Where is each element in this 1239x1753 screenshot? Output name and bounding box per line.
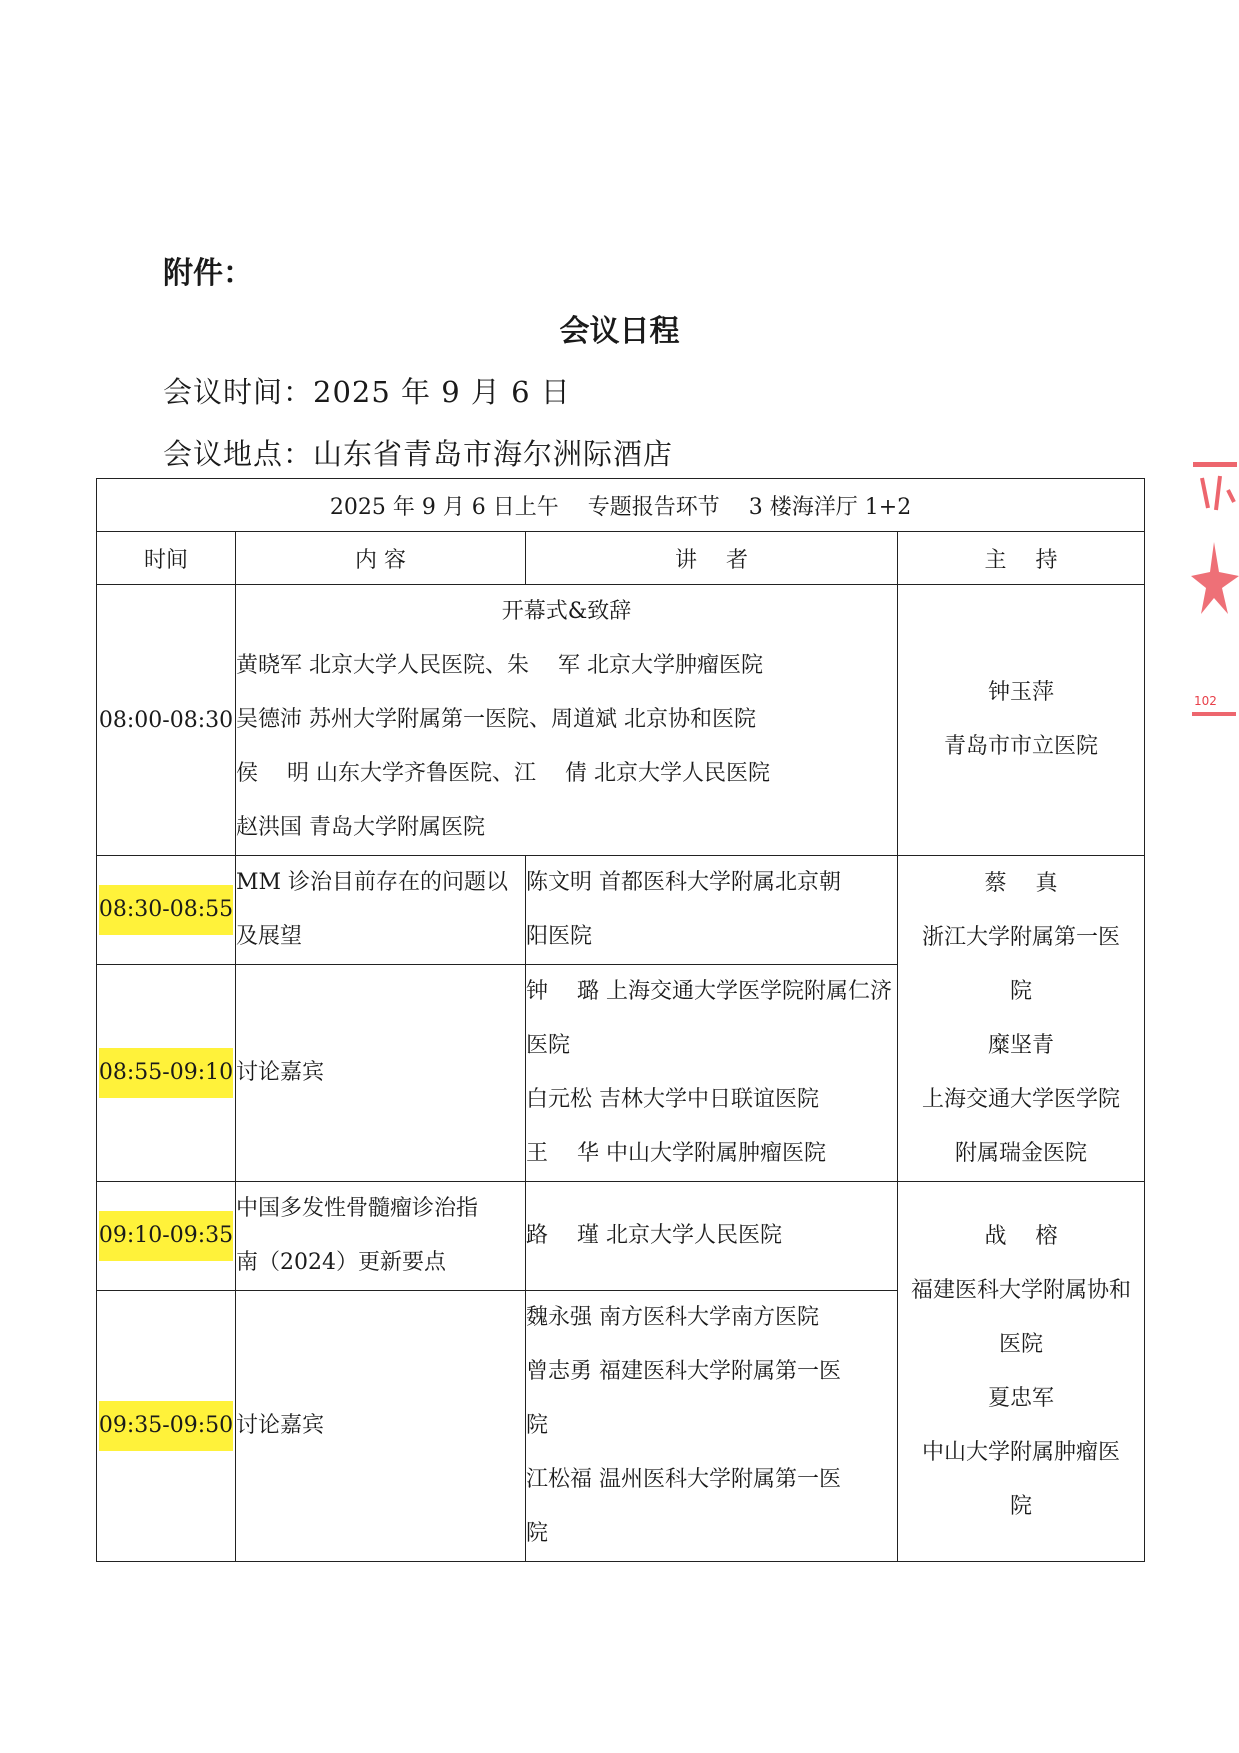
host-name: 钟玉萍	[988, 680, 1055, 705]
table-row	[97, 856, 1145, 965]
time-cell	[97, 856, 236, 965]
host-cell	[898, 585, 1145, 856]
speaker-cell	[526, 1291, 898, 1562]
time-cell	[97, 965, 236, 1182]
speaker-line: 侯 明 山东大学齐鲁医院、江 倩 北京大学人民医院	[236, 761, 770, 786]
host-name: 夏忠军	[988, 1385, 1055, 1411]
host-name: 蔡 真	[984, 870, 1058, 896]
col-header-host: 主 持	[898, 532, 1145, 585]
content-line: 南（2024）更新要点	[236, 1250, 446, 1275]
seal-number: 102	[1194, 694, 1217, 708]
host-cell	[898, 1182, 1145, 1562]
host-affiliation: 院	[1010, 978, 1033, 1004]
time-highlight: 09:10-09:35	[99, 1211, 233, 1261]
speaker-line: 吴德沛 苏州大学附属第一医院、周道斌 北京协和医院	[236, 707, 756, 732]
speaker-cell	[526, 1182, 898, 1291]
host-affiliation: 附属瑞金医院	[955, 1140, 1088, 1166]
host-affiliation: 浙江大学附属第一医	[922, 924, 1121, 950]
time-cell: 08:00-08:30	[97, 585, 236, 856]
attachment-label: 附件：	[163, 256, 253, 291]
time-highlight: 08:30-08:55	[99, 885, 233, 935]
red-seal-stamp	[1188, 450, 1239, 730]
speaker-line: 王 华 中山大学附属肿瘤医院	[526, 1141, 826, 1166]
table-header-row	[97, 532, 1145, 585]
host-affiliation: 院	[1010, 1493, 1033, 1519]
col-header-speaker: 讲 者	[526, 532, 898, 585]
meeting-venue: 会议地点：山东省青岛市海尔洲际酒店	[163, 437, 674, 471]
opening-title: 开幕式&致辞	[501, 599, 632, 624]
host-affiliation: 福建医科大学附属协和	[911, 1277, 1132, 1303]
content-line: 讨论嘉宾	[236, 1413, 325, 1438]
table-row	[97, 1182, 1145, 1291]
speaker-line: 白元松 吉林大学中日联谊医院	[526, 1087, 819, 1112]
content-line: 中国多发性骨髓瘤诊治指	[236, 1196, 479, 1221]
session-banner: 2025 年 9 月 6 日上午 专题报告环节 3 楼海洋厅 1+2	[97, 479, 1145, 532]
col-header-time: 时间	[97, 532, 236, 585]
host-name: 战 榕	[984, 1223, 1058, 1249]
schedule-table	[96, 478, 1145, 1562]
host-cell	[898, 856, 1145, 1182]
speaker-line: 路 瑾 北京大学人民医院	[526, 1223, 782, 1248]
speaker-line: 魏永强 南方医科大学南方医院	[526, 1305, 819, 1330]
speaker-line: 黄晓军 北京大学人民医院、朱 军 北京大学肿瘤医院	[236, 653, 763, 678]
time-highlight: 09:35-09:50	[99, 1401, 233, 1451]
time-cell	[97, 1291, 236, 1562]
content-line: 及展望	[236, 924, 303, 949]
host-affiliation: 上海交通大学医学院	[922, 1086, 1121, 1112]
speaker-line: 陈文明 首都医科大学附属北京朝	[526, 870, 841, 895]
content-cell	[236, 1182, 526, 1291]
col-header-content: 内 容	[236, 532, 526, 585]
speaker-line: 钟 璐 上海交通大学医学院附属仁济	[526, 979, 892, 1004]
speaker-cell	[526, 965, 898, 1182]
speaker-line: 医院	[526, 1033, 571, 1058]
time-cell	[97, 1182, 236, 1291]
host-affiliation: 青岛市市立医院	[944, 734, 1099, 759]
speaker-line: 阳医院	[526, 924, 593, 949]
page-title: 会议日程	[559, 314, 680, 349]
speaker-cell	[526, 856, 898, 965]
host-name: 糜坚青	[988, 1032, 1055, 1058]
content-cell	[236, 1291, 526, 1562]
content-cell	[236, 856, 526, 965]
meeting-date: 会议时间：2025 年 9 月 6 日	[163, 375, 571, 409]
speaker-line: 院	[526, 1521, 549, 1546]
content-line: MM 诊治目前存在的问题以	[236, 870, 509, 895]
speaker-line: 赵洪国 青岛大学附属医院	[236, 815, 485, 840]
content-cell	[236, 965, 526, 1182]
speaker-line: 曾志勇 福建医科大学附属第一医	[526, 1359, 841, 1384]
speaker-line: 院	[526, 1413, 549, 1438]
speaker-line: 江松福 温州医科大学附属第一医	[526, 1467, 841, 1492]
table-row	[97, 585, 1145, 856]
opening-cell	[236, 585, 898, 856]
host-affiliation: 中山大学附属肿瘤医	[922, 1439, 1121, 1465]
content-line: 讨论嘉宾	[236, 1060, 325, 1085]
time-highlight: 08:55-09:10	[99, 1048, 233, 1098]
host-affiliation: 医院	[999, 1331, 1044, 1357]
